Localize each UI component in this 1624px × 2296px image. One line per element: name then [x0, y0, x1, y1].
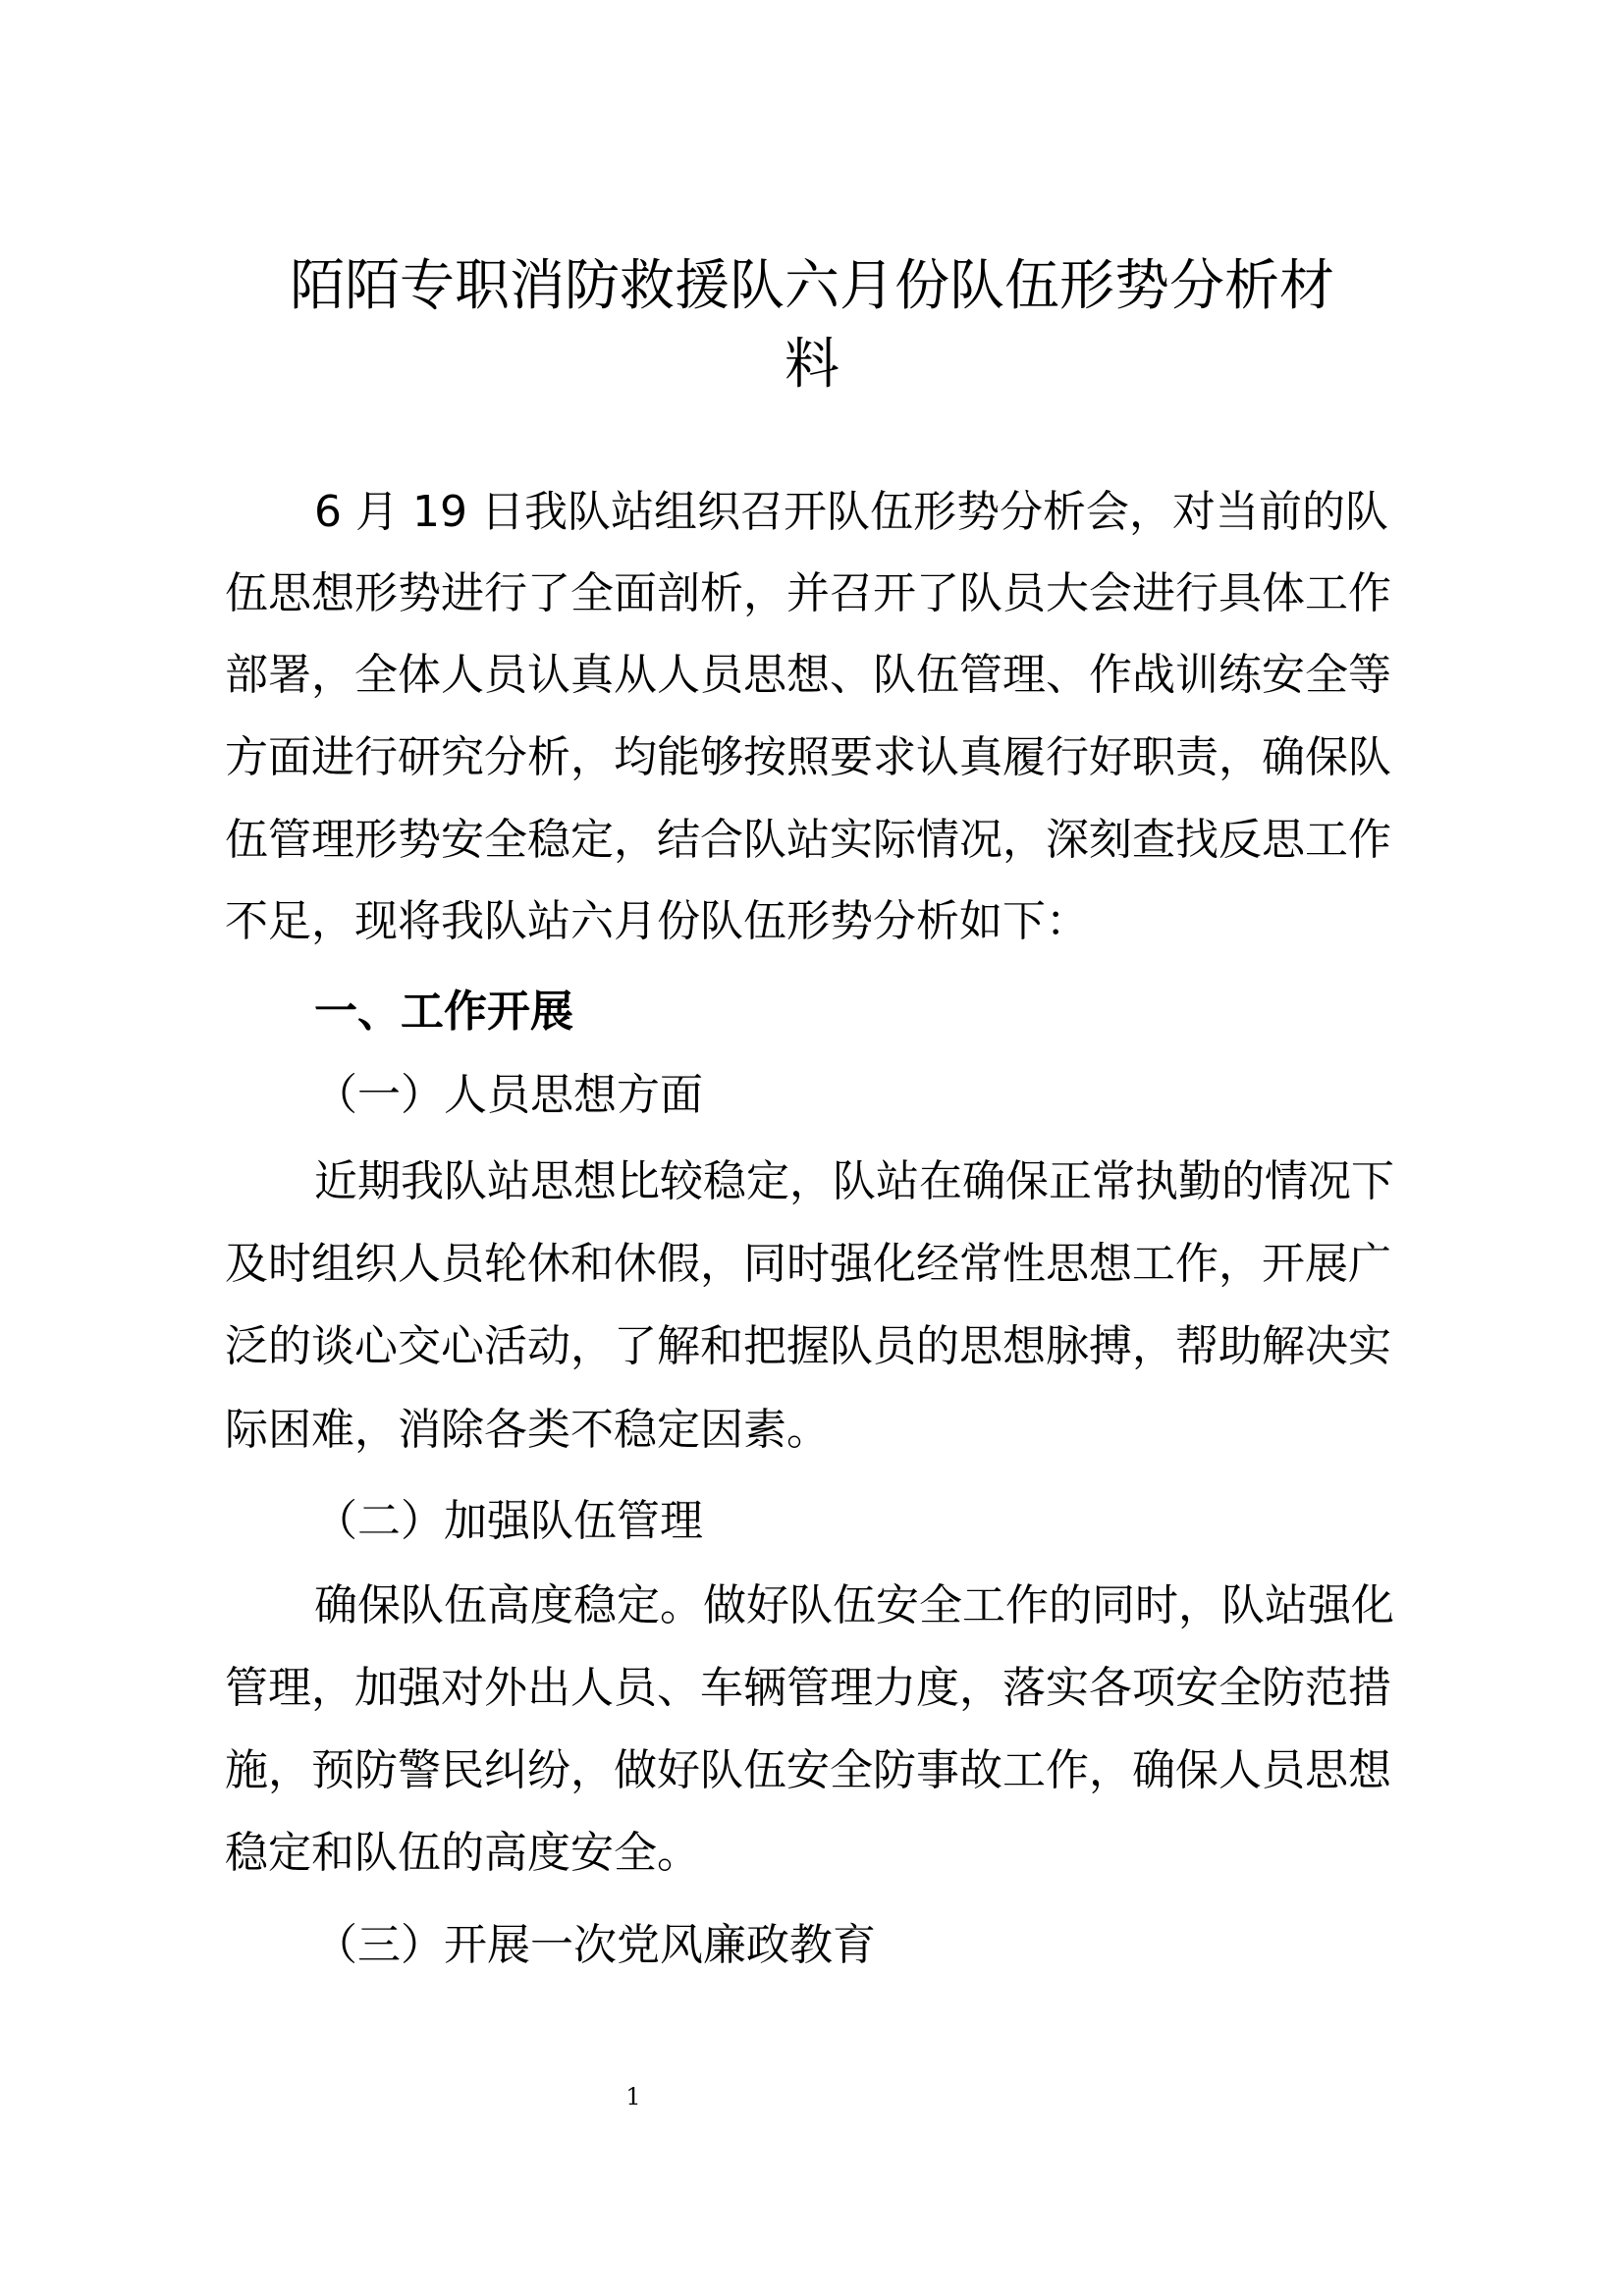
subsection-2-line-4: 稳定和队伍的高度安全。 — [225, 1828, 700, 1878]
intro-line-5: 伍管理形势安全稳定，结合队站实际情况，深刻查找反思工作 — [225, 815, 1391, 865]
intro-line-6: 不足，现将我队站六月份队伍形势分析如下： — [225, 896, 1089, 946]
intro-line-4: 方面进行研究分析，均能够按照要求认真履行好职责，确保队 — [225, 732, 1391, 782]
intro-line-2: 伍思想形势进行了全面剖析，并召开了队员大会进行具体工作 — [225, 568, 1391, 618]
section-heading: 一、工作开展 — [314, 987, 573, 1037]
subsection-1-line-1: 近期我队站思想比较稳定，队站在确保正常执勤的情况下 — [314, 1156, 1394, 1206]
subsection-heading-2: （二）加强队伍管理 — [314, 1496, 703, 1546]
subsection-2-line-3: 施，预防警民纠纷，做好队伍安全防事故工作，确保人员思想 — [225, 1745, 1391, 1795]
document-title-line-1: 陌陌专职消防救援队六月份队伍形势分析材 — [290, 254, 1334, 318]
subsection-1-line-3: 泛的谈心交心活动，了解和把握队员的思想脉搏，帮助解决实 — [225, 1321, 1391, 1371]
subsection-heading-1: （一）人员思想方面 — [314, 1070, 703, 1120]
page-number: 1 — [625, 2083, 641, 2110]
intro-line-3: 部署，全体人员认真从人员思想、队伍管理、作战训练安全等 — [225, 650, 1391, 700]
intro-line-1: 6 月 19 日我队站组织召开队伍形势分析会，对当前的队 — [314, 487, 1388, 537]
subsection-2-line-2: 管理，加强对外出人员、车辆管理力度，落实各项安全防范措 — [225, 1663, 1391, 1713]
document-title-line-2: 料 — [785, 333, 839, 397]
subsection-2-line-1: 确保队伍高度稳定。做好队伍安全工作的同时，队站强化 — [314, 1580, 1394, 1630]
subsection-heading-3: （三）开展一次党风廉政教育 — [314, 1920, 876, 1970]
subsection-1-line-2: 及时组织人员轮休和休假，同时强化经常性思想工作，开展广 — [225, 1239, 1391, 1289]
subsection-1-line-4: 际困难，消除各类不稳定因素。 — [225, 1405, 830, 1455]
